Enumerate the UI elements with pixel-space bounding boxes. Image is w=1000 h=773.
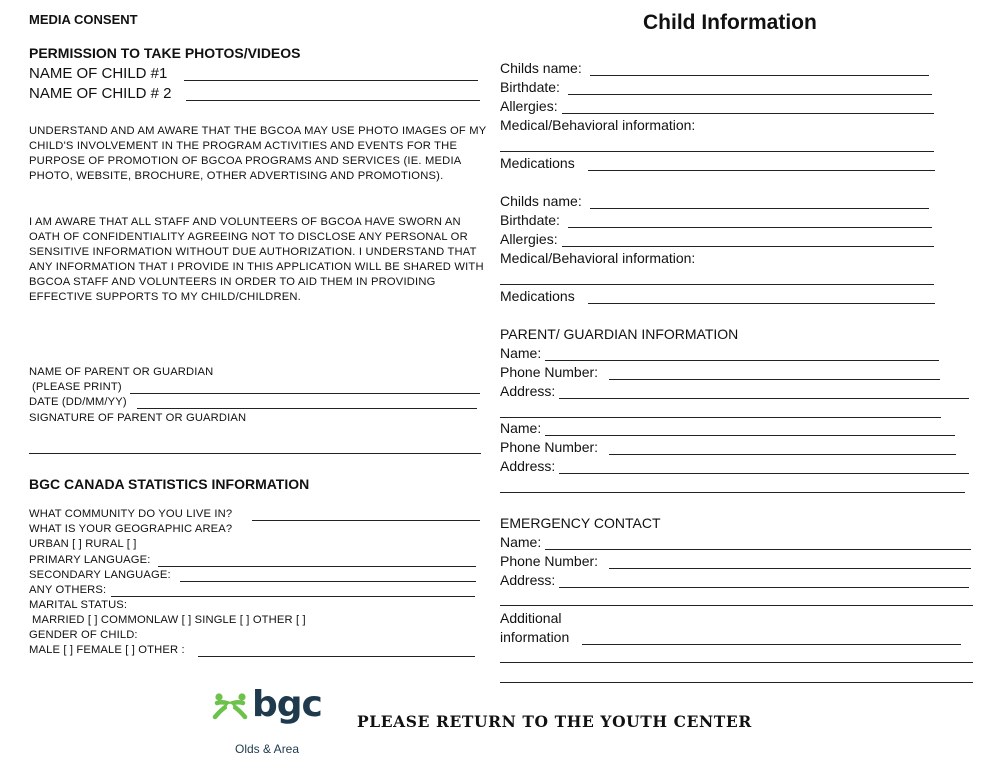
consent-paragraph: UNDERSTAND AND AM AWARE THAT THE BGCOA MAY USE PHOTO IMAGES OF MY CHILD'S INVOLVEMENT IN THE PROGRAM ACTIVITIES AND EVENTS FOR THE PURPOSE OF PROMOTION OF BGCOA PROGRAMS AND SERVICES (IE. MEDIA PHOTO, WEBSITE, BROCHURE, OTHER ADVERTISING AND PROMOTIONS).: [29, 125, 487, 183]
primary-language-label: PRIMARY LANGUAGE:: [29, 554, 151, 566]
community-label: WHAT COMMUNITY DO YOU LIVE IN?: [29, 508, 233, 520]
marital-status-label: MARITAL STATUS:: [29, 599, 128, 611]
medications-label-2: Medications: [500, 288, 575, 304]
media-consent-heading: MEDIA CONSENT: [29, 12, 138, 27]
childs-name-field[interactable]: [590, 75, 929, 76]
secondary-language-label: SECONDARY LANGUAGE:: [29, 569, 171, 581]
additional-info-field[interactable]: [582, 644, 961, 645]
signature-field[interactable]: [29, 453, 481, 454]
any-others-field[interactable]: [111, 596, 475, 597]
allergies-field-2[interactable]: [562, 246, 934, 247]
child-info-title: Child Information: [643, 11, 817, 34]
urban-rural-options[interactable]: URBAN [ ] RURAL [ ]: [29, 538, 137, 550]
emergency-address-field[interactable]: [559, 587, 969, 588]
geo-area-label: WHAT IS YOUR GEOGRAPHIC AREA?: [29, 523, 233, 535]
medications-field[interactable]: [588, 170, 935, 171]
gender-other-field[interactable]: [198, 656, 475, 657]
permission-heading: PERMISSION TO TAKE PHOTOS/VIDEOS: [29, 45, 301, 61]
parent-address-field-1[interactable]: [559, 398, 969, 399]
primary-language-field[interactable]: [158, 566, 476, 567]
childs-name-field-2[interactable]: [590, 208, 929, 209]
birthdate-label-2: Birthdate:: [500, 212, 560, 228]
allergies-label: Allergies:: [500, 98, 558, 114]
allergies-field[interactable]: [562, 113, 934, 114]
birthdate-field-2[interactable]: [568, 227, 932, 228]
parent-address-field-1b[interactable]: [500, 417, 941, 418]
parent-name-field-2[interactable]: [545, 435, 955, 436]
community-field[interactable]: [252, 520, 480, 521]
child1-label: NAME OF CHILD #1: [29, 65, 168, 82]
parent-phone-field-1[interactable]: [609, 379, 940, 380]
bgc-logo-subtitle: Olds & Area: [235, 742, 300, 756]
emergency-name-label: Name:: [500, 534, 542, 550]
additional-info-field-c[interactable]: [500, 682, 973, 683]
medications-label: Medications: [500, 155, 575, 171]
allergies-label-2: Allergies:: [500, 231, 558, 247]
confidentiality-paragraph: I AM AWARE THAT ALL STAFF AND VOLUNTEERS OF BGCOA HAVE SWORN AN OATH OF CONFIDENTIALITY AGREEING NOT TO DISCLOSE ANY PERSONAL OR SENSITIVE INFORMATION WITHOUT DUE AUTHORIZATION. I UNDERSTAND THAT ANY INFORMATION THAT I PROVIDE IN THIS APPLICATION WILL BE SHARED WITH BGCOA STAFF AND VOLUNTEERS IN ORDER TO AID THEM IN PROVIDING EFFECTIVE SUPPORTS TO MY CHILD/CHILDREN.: [29, 216, 484, 304]
date-field[interactable]: [137, 408, 477, 409]
childs-name-label: Childs name:: [500, 60, 582, 76]
birthdate-field[interactable]: [568, 94, 932, 95]
child2-field[interactable]: [186, 100, 480, 101]
parent-phone-label-2: Phone Number:: [500, 439, 599, 455]
date-label: DATE (DD/MM/YY): [29, 396, 127, 408]
additional-label: Additional: [500, 610, 562, 626]
parent-name-label-1: Name:: [500, 345, 542, 361]
bgc-logo-text: bgc: [252, 684, 322, 725]
emergency-section-heading: EMERGENCY CONTACT: [500, 515, 661, 531]
parent-section-heading: PARENT/ GUARDIAN INFORMATION: [500, 326, 739, 342]
marital-options[interactable]: MARRIED [ ] COMMONLAW [ ] SINGLE [ ] OTHER [ ]: [32, 614, 306, 626]
medical-label: Medical/Behavioral information:: [500, 117, 696, 133]
any-others-label: ANY OTHERS:: [29, 584, 107, 596]
emergency-name-field[interactable]: [545, 549, 971, 550]
please-print-label: (PLEASE PRINT): [32, 381, 122, 393]
child2-label: NAME OF CHILD # 2: [29, 85, 172, 102]
gender-options[interactable]: MALE [ ] FEMALE [ ] OTHER :: [29, 644, 185, 656]
information-label: information: [500, 629, 570, 645]
parent-address-field-2b[interactable]: [500, 492, 965, 493]
parent-address-label-2: Address:: [500, 458, 556, 474]
parent-phone-label-1: Phone Number:: [500, 364, 599, 380]
childs-name-label-2: Childs name:: [500, 193, 582, 209]
parent-name-field-1[interactable]: [545, 360, 939, 361]
child1-field[interactable]: [184, 80, 478, 81]
parent-name-field[interactable]: [130, 393, 480, 394]
parent-address-field-2[interactable]: [559, 473, 969, 474]
emergency-phone-label: Phone Number:: [500, 553, 599, 569]
stats-heading: BGC CANADA STATISTICS INFORMATION: [29, 476, 310, 492]
parent-name-label: NAME OF PARENT OR GUARDIAN: [29, 366, 214, 378]
additional-info-field-b[interactable]: [500, 662, 973, 663]
birthdate-label: Birthdate:: [500, 79, 560, 95]
parent-name-label-2: Name:: [500, 420, 542, 436]
return-instructions: PLEASE RETURN TO THE YOUTH CENTER: [357, 712, 752, 731]
medical-field-2[interactable]: [500, 284, 934, 285]
bgc-figure-icon: [212, 689, 248, 725]
secondary-language-field[interactable]: [180, 581, 476, 582]
emergency-phone-field[interactable]: [609, 568, 971, 569]
parent-phone-field-2[interactable]: [609, 454, 956, 455]
signature-label: SIGNATURE OF PARENT OR GUARDIAN: [29, 412, 247, 424]
emergency-address-label: Address:: [500, 572, 556, 588]
medications-field-2[interactable]: [588, 303, 935, 304]
emergency-address-field-b[interactable]: [500, 605, 973, 606]
medical-label-2: Medical/Behavioral information:: [500, 250, 696, 266]
gender-label: GENDER OF CHILD:: [29, 629, 138, 641]
medical-field[interactable]: [500, 151, 934, 152]
parent-address-label-1: Address:: [500, 383, 556, 399]
